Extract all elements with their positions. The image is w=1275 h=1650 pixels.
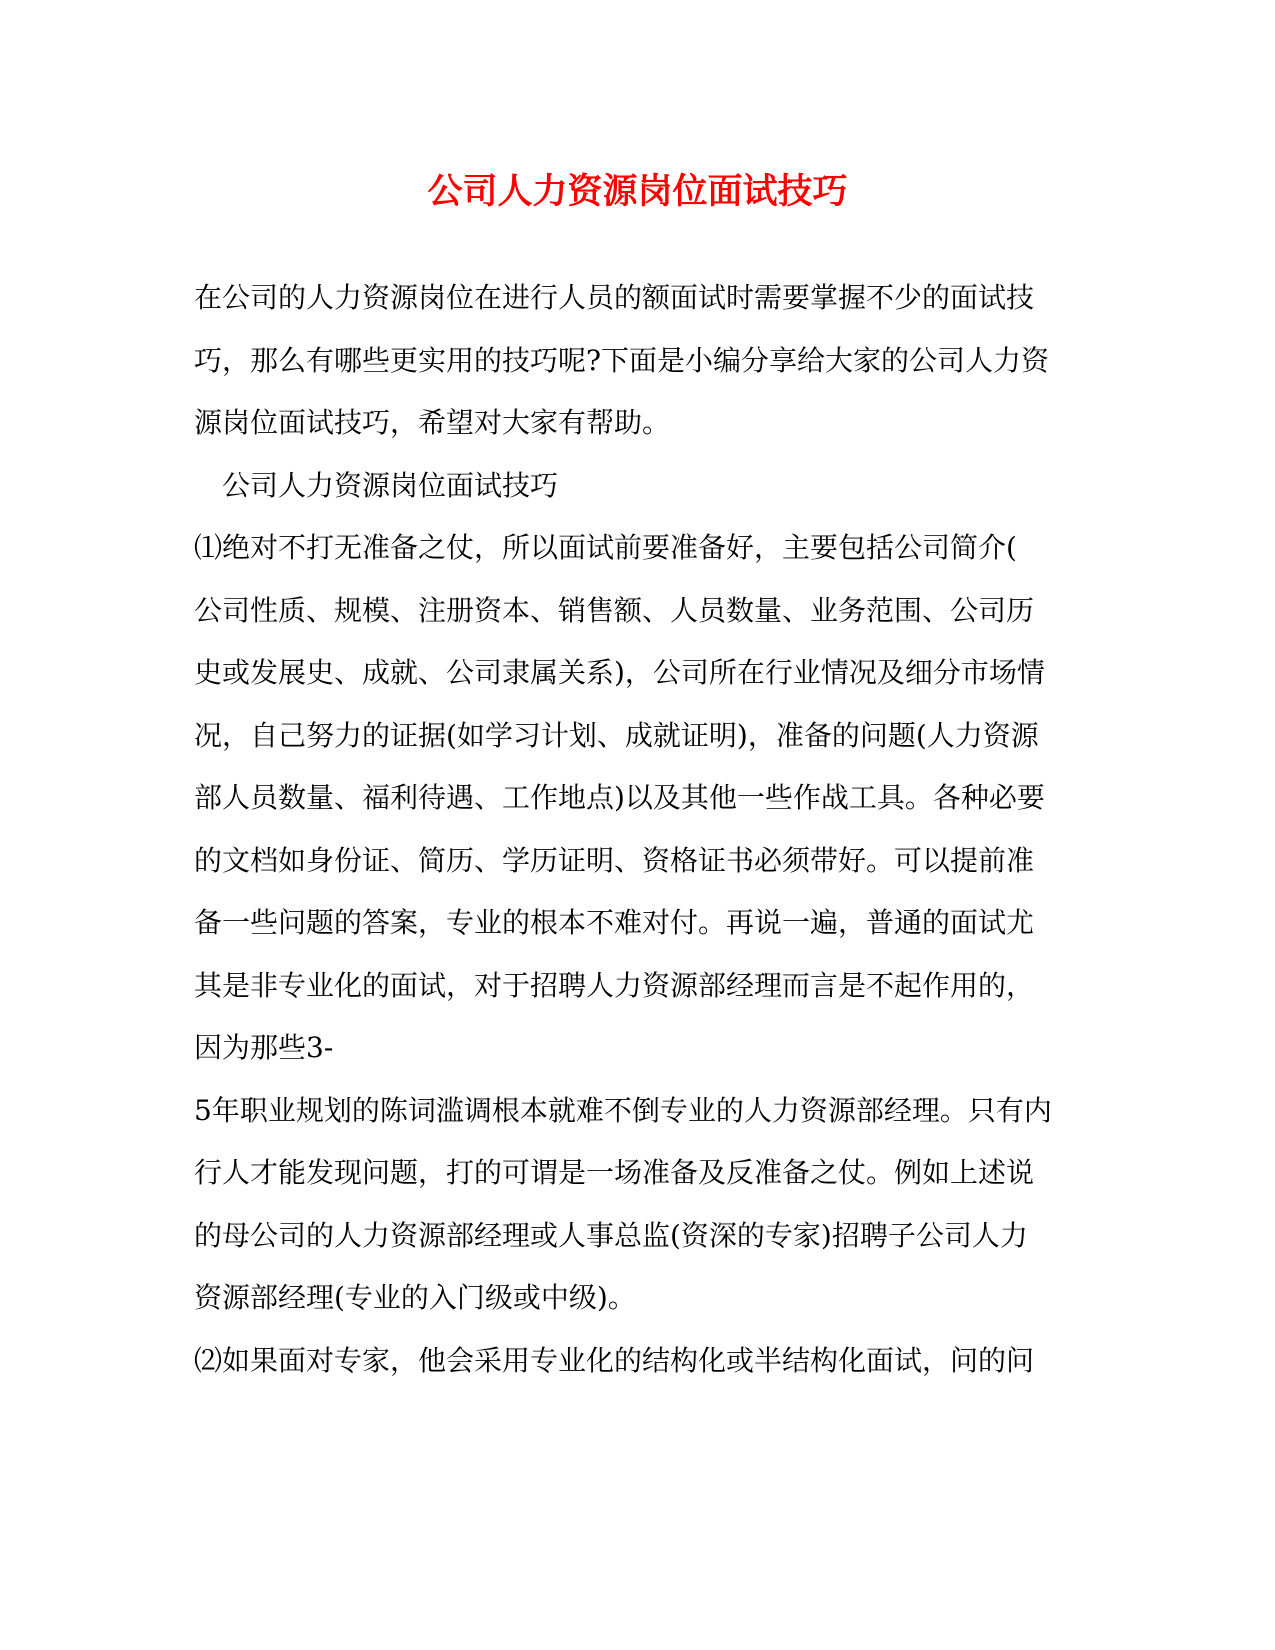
paragraph-line: 况，自己努力的证据(如学习计划、成就证明)，准备的问题(人力资源 [194,719,1039,752]
paragraph-line: 公司性质、规模、注册资本、销售额、人员数量、业务范围、公司历 [194,594,1035,627]
document-title: 公司人力资源岗位面试技巧 [427,171,848,212]
paragraph-line: 巧，那么有哪些更实用的技巧呢?下面是小编分享给大家的公司人力资 [194,344,1050,377]
paragraph-line: 的文档如身份证、简历、学历证明、资格证书必须带好。可以提前准 [194,844,1035,877]
paragraph-line: 因为那些3- [194,1031,334,1064]
paragraph-line: 备一些问题的答案，专业的根本不难对付。再说一遍，普通的面试尤 [194,906,1035,939]
paragraph-line: 5年职业规划的陈词滥调根本就难不倒专业的人力资源部经理。只有内 [194,1094,1052,1127]
paragraph-line: 部人员数量、福利待遇、工作地点)以及其他一些作战工具。各种必要 [194,781,1045,814]
paragraph-line: ⑴绝对不打无准备之仗，所以面试前要准备好，主要包括公司简介( [194,531,1017,564]
paragraph-line: 在公司的人力资源岗位在进行人员的额面试时需要掌握不少的面试技 [194,281,1035,314]
paragraph-line: 资源部经理(专业的入门级或中级)。 [194,1281,636,1314]
paragraph-line: 源岗位面试技巧，希望对大家有帮助。 [194,406,671,439]
paragraph-line: 其是非专业化的面试，对于招聘人力资源部经理而言是不起作用的， [194,969,1035,1002]
paragraph-line: ⑵如果面对专家，他会采用专业化的结构化或半结构化面试，问的问 [194,1344,1035,1377]
paragraph-line: 的母公司的人力资源部经理或人事总监(资深的专家)招聘子公司人力 [194,1219,1028,1252]
paragraph-line: 行人才能发现问题，打的可谓是一场准备及反准备之仗。例如上述说 [194,1156,1035,1189]
section-heading: 公司人力资源岗位面试技巧 [222,469,559,502]
paragraph-line: 史或发展史、成就、公司隶属关系)，公司所在行业情况及细分市场情 [194,656,1045,689]
